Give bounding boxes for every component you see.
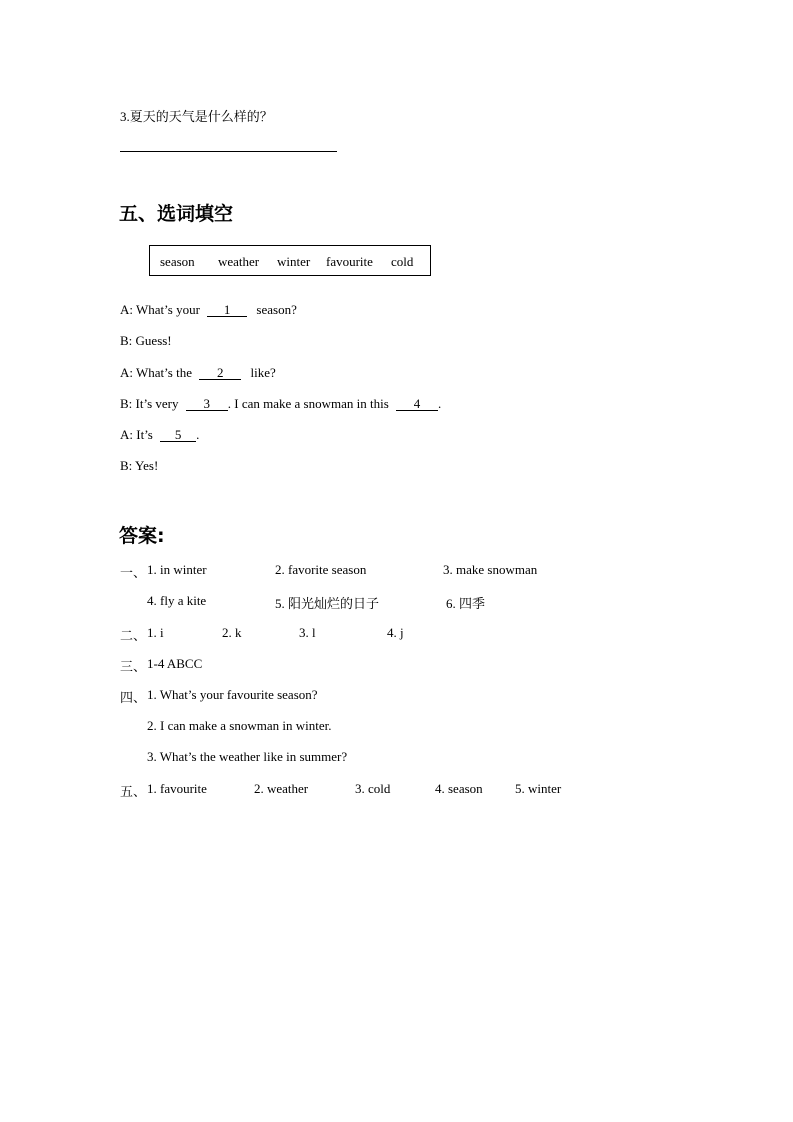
answer-item: 1-4 ABCC	[147, 656, 203, 671]
answer-item: 2. I can make a snowman in winter.	[147, 718, 332, 733]
word-option: winter	[277, 254, 311, 269]
blank-1: 1	[207, 303, 247, 317]
question-3: 3.夏天的天气是什么样的？	[120, 109, 273, 124]
answer-item: 2. favorite season	[275, 562, 367, 577]
answer-item: 3. l	[299, 625, 316, 640]
answer-item: 6. 四季	[446, 596, 486, 611]
word-box	[149, 245, 431, 276]
dialog-text: like?	[250, 365, 276, 380]
answer-item: 1. in winter	[147, 562, 207, 577]
word-option: cold	[391, 254, 414, 269]
dialog-text: .	[196, 427, 200, 442]
answer-item: 1. i	[147, 625, 164, 640]
dialog-line-6: B: Yes!	[120, 458, 159, 473]
dialog-line-3	[120, 365, 276, 381]
word-option: season	[160, 254, 195, 269]
answer-part-2-prefix: 二、	[120, 628, 147, 643]
answer-item: 2. k	[222, 625, 242, 640]
answer-item: 3. make snowman	[443, 562, 538, 577]
answer-item: 5. 阳光灿烂的日子	[275, 596, 380, 611]
answer-item: 3. What’s the weather like in summer?	[147, 749, 348, 764]
answer-item: 3. cold	[355, 781, 391, 796]
dialog-text: A: What’s your	[120, 302, 200, 317]
dialog-text: .	[438, 396, 442, 411]
answers-heading: 答案:	[119, 525, 165, 547]
answer-part-1-prefix: 一、	[120, 565, 147, 580]
answer-item: 2. weather	[254, 781, 309, 796]
blank-3: 3	[186, 397, 228, 411]
word-option: weather	[218, 254, 260, 269]
answer-item: 5. winter	[515, 781, 562, 796]
section-5-heading: 五、选词填空	[119, 203, 234, 225]
blank-5: 5	[160, 428, 196, 442]
answer-line	[120, 151, 337, 152]
answer-item: 4. fly a kite	[147, 593, 207, 608]
dialog-text: season?	[256, 302, 297, 317]
answer-item: 4. season	[435, 781, 483, 796]
dialog-text: A: It’s	[120, 427, 153, 442]
answer-part-3-prefix: 三、	[120, 659, 147, 674]
blank-4: 4	[396, 397, 438, 411]
answer-item: 1. favourite	[147, 781, 207, 796]
dialog-line-5	[120, 427, 199, 443]
dialog-line-1	[120, 302, 297, 318]
dialog-text: B: It’s very	[120, 396, 179, 411]
dialog-line-2: B: Guess!	[120, 333, 172, 348]
dialog-text: A: What’s the	[120, 365, 192, 380]
answer-part-4-prefix: 四、	[120, 690, 147, 705]
answer-item: 4. j	[387, 625, 404, 640]
dialog-text: . I can make a snowman in this	[227, 396, 389, 411]
answer-item: 1. What’s your favourite season?	[147, 687, 318, 702]
dialog-line-4	[120, 396, 441, 412]
blank-2: 2	[199, 366, 241, 380]
word-option: favourite	[326, 254, 373, 269]
answer-part-5-prefix: 五、	[120, 784, 147, 799]
